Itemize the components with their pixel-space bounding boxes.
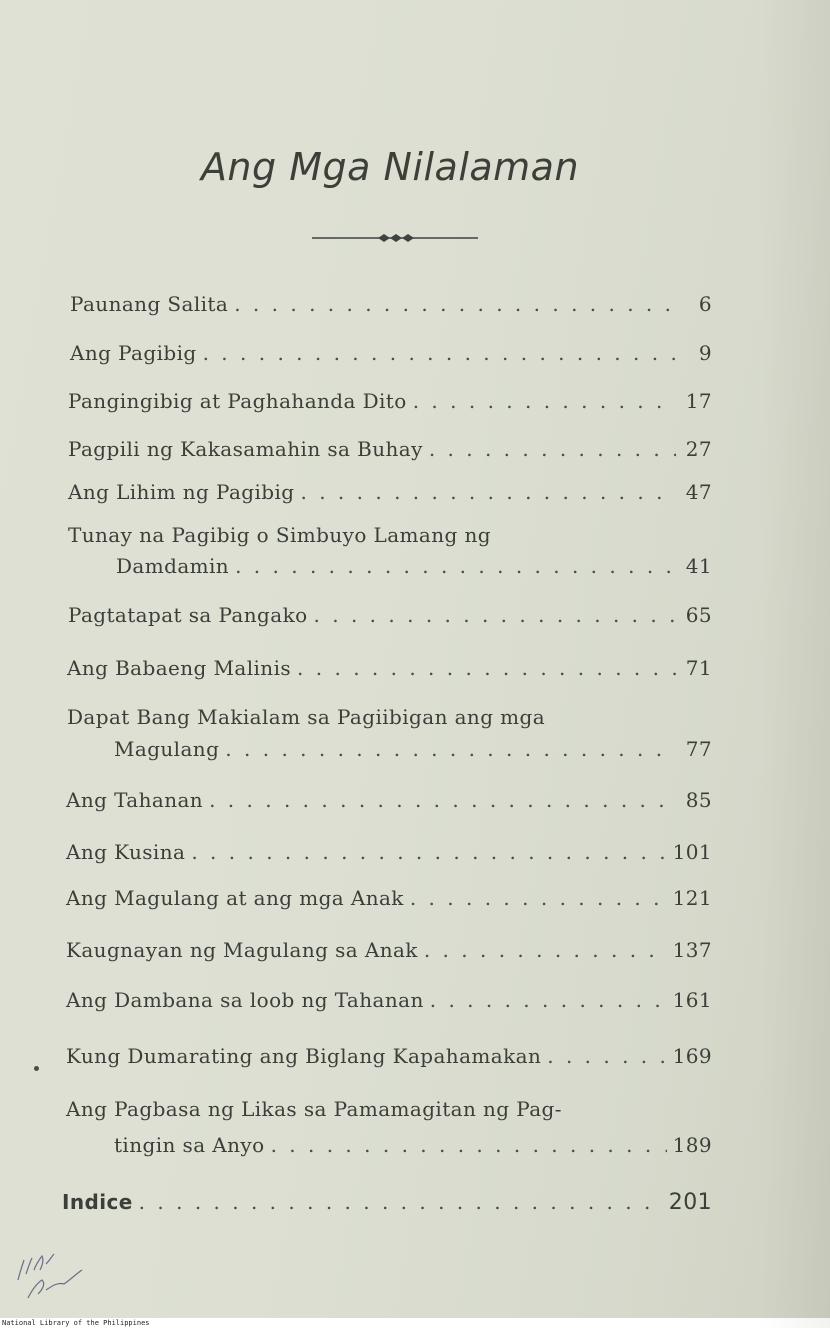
entry-page-number: 137 [672, 938, 712, 962]
dot-leader [191, 840, 666, 864]
entry-page-number: 27 [685, 437, 712, 461]
entry-title: Indice [62, 1190, 133, 1214]
dot-leader [235, 554, 676, 578]
dot-leader [301, 480, 677, 504]
entry-page-number: 6 [698, 292, 712, 316]
entry-title-continuation: tingin sa Anyo [114, 1133, 265, 1157]
entry-title: Pagtatapat sa Pangako [68, 603, 308, 627]
dot-leader [139, 1190, 663, 1214]
toc-entry[interactable] [68, 389, 712, 413]
toc-entry[interactable] [68, 603, 712, 627]
entry-title: Kaugnayan ng Magulang sa Anak [66, 938, 418, 962]
toc-entry[interactable] [70, 341, 712, 365]
entry-title: Ang Dambana sa loob ng Tahanan [66, 988, 424, 1012]
entry-page-number: 169 [672, 1044, 712, 1068]
toc-entry-indice[interactable] [62, 1190, 712, 1215]
toc-entry[interactable] [66, 886, 712, 910]
dot-leader [271, 1133, 667, 1157]
footer-credit: National Library of the Philippines [0, 1318, 830, 1328]
entry-title: Pangingibig at Paghahanda Dito [68, 389, 407, 413]
title-ornament [312, 232, 478, 244]
entry-page-number: 121 [672, 886, 712, 910]
toc-entry[interactable] [70, 292, 712, 316]
entry-page-number: 47 [685, 480, 712, 504]
toc-entry[interactable] [114, 737, 712, 761]
dot-leader [430, 988, 667, 1012]
entry-title: Ang Magulang at ang mga Anak [66, 886, 404, 910]
dot-leader [410, 886, 667, 910]
toc-entry[interactable] [66, 938, 712, 962]
entry-title: Pagpili ng Kakasamahin sa Buhay [68, 437, 423, 461]
entry-page-number: 201 [668, 1190, 712, 1215]
toc-entry[interactable] [66, 1044, 712, 1068]
toc-entry[interactable] [66, 788, 712, 812]
toc-entry[interactable] [67, 656, 712, 680]
entry-page-number: 101 [672, 840, 712, 864]
entry-title: Kung Dumarating ang Biglang Kapahamakan [66, 1044, 542, 1068]
dot-leader [209, 788, 676, 812]
entry-title-continuation: Damdamin [116, 554, 230, 578]
dot-leader [429, 437, 676, 461]
dot-leader [547, 1044, 666, 1068]
entry-page-number: 65 [685, 603, 712, 627]
dot-leader [203, 341, 676, 365]
entry-title: Ang Babaeng Malinis [67, 656, 292, 680]
dot-leader [234, 292, 676, 316]
entry-title: Paunang Salita [70, 292, 229, 316]
toc-entry[interactable] [68, 480, 712, 504]
ink-mark [34, 1066, 39, 1071]
entry-title: Ang Lihim ng Pagibig [68, 480, 295, 504]
entry-title: Ang Kusina [66, 840, 186, 864]
toc-entry[interactable] [116, 554, 712, 578]
page-title: Ang Mga Nilalaman [200, 145, 580, 189]
dot-leader [297, 656, 676, 680]
handwritten-marginal-note [12, 1250, 92, 1310]
toc-entry[interactable] [66, 840, 712, 864]
entry-page-number: 85 [685, 788, 712, 812]
entry-title: Ang Tahanan [66, 788, 204, 812]
entry-title-continuation: Magulang [114, 737, 220, 761]
entry-page-number: 161 [672, 988, 712, 1012]
entry-title[interactable]: Dapat Bang Makialam sa Pagiibigan ang mga [67, 705, 546, 729]
dot-leader [413, 389, 676, 413]
entry-page-number: 41 [685, 554, 712, 578]
entry-page-number: 17 [685, 389, 712, 413]
entry-title[interactable]: Ang Pagbasa ng Likas sa Pamamagitan ng Pag- [66, 1097, 562, 1121]
entry-title[interactable]: Tunay na Pagibig o Simbuyo Lamang ng [68, 523, 491, 547]
toc-entry[interactable] [68, 437, 712, 461]
entry-title: Ang Pagibig [70, 341, 197, 365]
toc-entry[interactable] [66, 988, 712, 1012]
entry-page-number: 71 [685, 656, 712, 680]
dot-leader [424, 938, 667, 962]
dot-leader [225, 737, 676, 761]
entry-page-number: 189 [672, 1133, 712, 1157]
dot-leader [314, 603, 676, 627]
entry-page-number: 77 [685, 737, 712, 761]
entry-page-number: 9 [698, 341, 712, 365]
toc-entry[interactable] [114, 1133, 712, 1157]
